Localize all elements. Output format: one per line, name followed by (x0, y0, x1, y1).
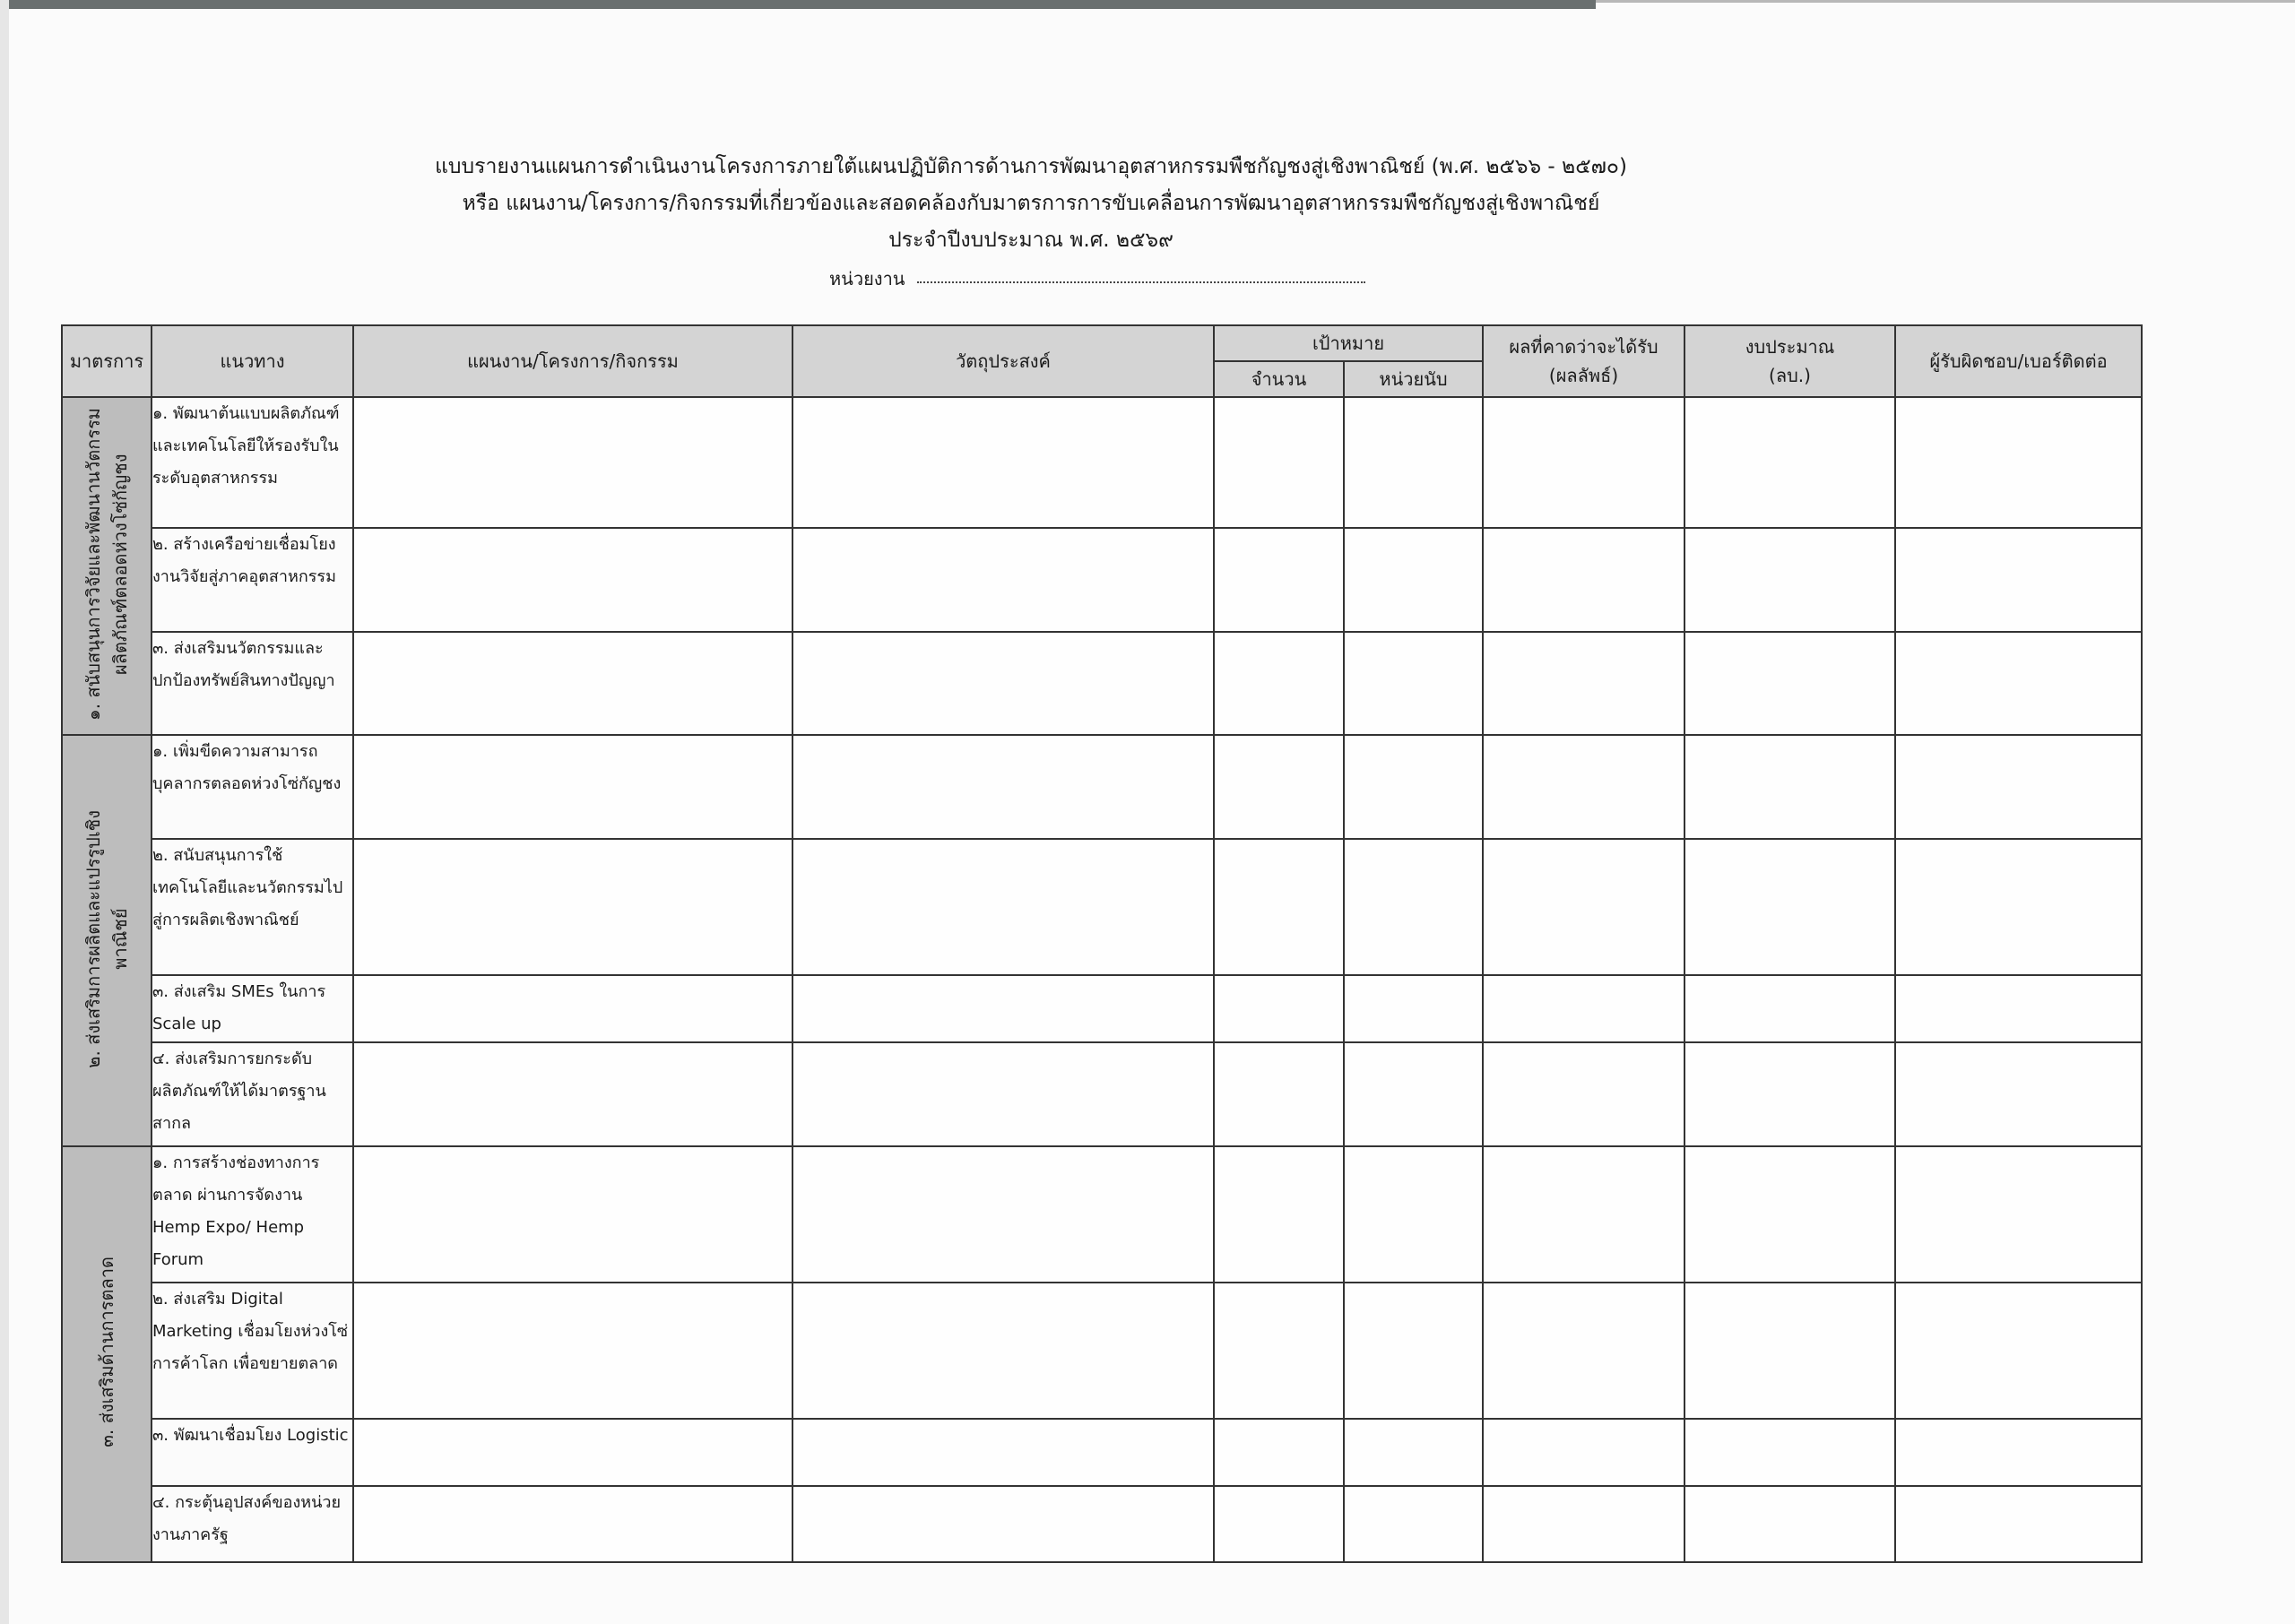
unit-label: หน่วยงาน (829, 268, 905, 289)
responsible-cell[interactable] (1895, 1042, 2142, 1146)
plan-cell[interactable] (353, 839, 792, 975)
objective-cell[interactable] (792, 1486, 1214, 1562)
scan-edge-top (0, 0, 1596, 9)
target-amount-cell[interactable] (1214, 1486, 1344, 1562)
target-amount-cell[interactable] (1214, 397, 1344, 528)
plan-cell[interactable] (353, 975, 792, 1042)
budget-cell[interactable] (1684, 1042, 1895, 1146)
responsible-cell[interactable] (1895, 839, 2142, 975)
measure-3-label: ๓. ส่งเสริมด้านการตลาด (96, 1257, 117, 1448)
guideline-2-2: ๒. สนับสนุนการใช้เทคโนโลยีและนวัตกรรมไปสู่การผลิตเชิงพาณิชย์ (152, 839, 353, 975)
target-unit-cell[interactable] (1344, 1419, 1483, 1486)
target-unit-cell[interactable] (1344, 632, 1483, 736)
budget-cell[interactable] (1684, 1486, 1895, 1562)
outcome-cell[interactable] (1483, 397, 1684, 528)
objective-cell[interactable] (792, 1283, 1214, 1419)
header-responsible: ผู้รับผิดชอบ/เบอร์ติดต่อ (1895, 325, 2142, 397)
objective-cell[interactable] (792, 528, 1214, 632)
objective-cell[interactable] (792, 1146, 1214, 1283)
target-amount-cell[interactable] (1214, 1283, 1344, 1419)
guideline-2-4: ๔. ส่งเสริมการยกระดับผลิตภัณฑ์ให้ได้มาตรฐานสากล (152, 1042, 353, 1146)
guideline-2-1: ๑. เพิ่มขีดความสามารถบุคลากรตลอดห่วงโซ่กัญชง (152, 735, 353, 839)
outcome-cell[interactable] (1483, 632, 1684, 736)
objective-cell[interactable] (792, 839, 1214, 975)
guideline-1-1: ๑. พัฒนาต้นแบบผลิตภัณฑ์และเทคโนโลยีให้รองรับในระดับอุตสาหกรรม (152, 397, 353, 528)
header-budget: งบประมาณ (ลบ.) (1684, 325, 1895, 397)
unit-line (829, 264, 1365, 293)
target-unit-cell[interactable] (1344, 839, 1483, 975)
title-line-2: หรือ แผนงาน/โครงการ/กิจกรรมที่เกี่ยวข้องและสอดคล้องกับมาตรการการขับเคลื่อนการพัฒนาอุตสาหกรรมพืชกัญชงสู่เชิงพาณิชย์ (462, 192, 1600, 215)
header-outcome: ผลที่คาดว่าจะได้รับ (ผลลัพธ์) (1483, 325, 1684, 397)
responsible-cell[interactable] (1895, 397, 2142, 528)
target-amount-cell[interactable] (1214, 735, 1344, 839)
objective-cell[interactable] (792, 735, 1214, 839)
target-amount-cell[interactable] (1214, 528, 1344, 632)
guideline-3-1: ๑. การสร้างช่องทางการตลาด ผ่านการจัดงาน Hemp Expo/ Hemp Forum (152, 1146, 353, 1283)
responsible-cell[interactable] (1895, 1419, 2142, 1486)
target-unit-cell[interactable] (1344, 1283, 1483, 1419)
plan-cell[interactable] (353, 1283, 792, 1419)
header-objective: วัตถุประสงค์ (792, 325, 1214, 397)
budget-cell[interactable] (1684, 1419, 1895, 1486)
plan-cell[interactable] (353, 1146, 792, 1283)
header-target-unit: หน่วยนับ (1344, 361, 1483, 397)
budget-cell[interactable] (1684, 397, 1895, 528)
budget-cell[interactable] (1684, 632, 1895, 736)
header-plan: แผนงาน/โครงการ/กิจกรรม (353, 325, 792, 397)
guideline-1-3: ๓. ส่งเสริมนวัตกรรมและปกป้องทรัพย์สินทางปัญญา (152, 632, 353, 736)
measure-2-label: ๒. ส่งเสริมการผลิตและแปรรูปเชิง พาณิชย์ (82, 809, 131, 1068)
outcome-cell[interactable] (1483, 1486, 1684, 1562)
plan-cell[interactable] (353, 1486, 792, 1562)
guideline-3-3: ๓. พัฒนาเชื่อมโยง Logistic (152, 1419, 353, 1486)
target-unit-cell[interactable] (1344, 528, 1483, 632)
target-amount-cell[interactable] (1214, 632, 1344, 736)
objective-cell[interactable] (792, 632, 1214, 736)
plan-cell[interactable] (353, 1042, 792, 1146)
target-amount-cell[interactable] (1214, 839, 1344, 975)
objective-cell[interactable] (792, 397, 1214, 528)
target-amount-cell[interactable] (1214, 1419, 1344, 1486)
title-line-1: แบบรายงานแผนการดำเนินงานโครงการภายใต้แผนปฏิบัติการด้านการพัฒนาอุตสาหกรรมพืชกัญชงสู่เชิงพาณิชย์ (พ.ศ. ๒๕๖๖ - ๒๕๗๐) (435, 155, 1627, 178)
plan-cell[interactable] (353, 528, 792, 632)
header-guideline: แนวทาง (152, 325, 353, 397)
plan-cell[interactable] (353, 397, 792, 528)
target-unit-cell[interactable] (1344, 1146, 1483, 1283)
target-unit-cell[interactable] (1344, 397, 1483, 528)
outcome-cell[interactable] (1483, 1042, 1684, 1146)
header-measure: มาตรการ (62, 325, 152, 397)
document-header (0, 149, 2062, 259)
responsible-cell[interactable] (1895, 975, 2142, 1042)
outcome-cell[interactable] (1483, 1283, 1684, 1419)
header-target: เป้าหมาย (1214, 325, 1483, 361)
guideline-1-2: ๒. สร้างเครือข่ายเชื่อมโยงงานวิจัยสู่ภาคอุตสาหกรรม (152, 528, 353, 632)
plan-cell[interactable] (353, 1419, 792, 1486)
budget-cell[interactable] (1684, 839, 1895, 975)
header-target-amount: จำนวน (1214, 361, 1344, 397)
budget-cell[interactable] (1684, 528, 1895, 632)
budget-cell[interactable] (1684, 735, 1895, 839)
target-unit-cell[interactable] (1344, 1486, 1483, 1562)
measure-2 (62, 735, 152, 1145)
responsible-cell[interactable] (1895, 632, 2142, 736)
unit-fill-line (917, 278, 1365, 283)
budget-cell[interactable] (1684, 975, 1895, 1042)
target-unit-cell[interactable] (1344, 1042, 1483, 1146)
measure-3 (62, 1146, 152, 1562)
guideline-2-3: ๓. ส่งเสริม SMEs ในการ Scale up (152, 975, 353, 1042)
outcome-cell[interactable] (1483, 1146, 1684, 1283)
target-amount-cell[interactable] (1214, 975, 1344, 1042)
plan-cell[interactable] (353, 735, 792, 839)
guideline-3-2: ๒. ส่งเสริม Digital Marketing เชื่อมโยงห่วงโซ่การค้าโลก เพื่อขยายตลาด (152, 1283, 353, 1419)
guideline-3-4: ๔. กระตุ้นอุปสงค์ของหน่วยงานภาครัฐ (152, 1486, 353, 1562)
target-unit-cell[interactable] (1344, 975, 1483, 1042)
outcome-cell[interactable] (1483, 1419, 1684, 1486)
title-line-3: ประจำปีงบประมาณ พ.ศ. ๒๕๖๙ (888, 229, 1173, 252)
outcome-cell[interactable] (1483, 975, 1684, 1042)
responsible-cell[interactable] (1895, 735, 2142, 839)
target-amount-cell[interactable] (1214, 1146, 1344, 1283)
outcome-cell[interactable] (1483, 839, 1684, 975)
responsible-cell[interactable] (1895, 1283, 2142, 1419)
responsible-cell[interactable] (1895, 1486, 2142, 1562)
measure-1 (62, 397, 152, 735)
outcome-cell[interactable] (1483, 528, 1684, 632)
outcome-cell[interactable] (1483, 735, 1684, 839)
budget-cell[interactable] (1684, 1146, 1895, 1283)
objective-cell[interactable] (792, 975, 1214, 1042)
measure-1-label: ๑. สนับสนุนการวิจัยและพัฒนานวัตกรรม ผลิตภัณฑ์ตลอดห่วงโซ่กัญชง (82, 408, 131, 721)
scan-edge-top-light (1596, 0, 2295, 3)
plan-cell[interactable] (353, 632, 792, 736)
objective-cell[interactable] (792, 1419, 1214, 1486)
target-amount-cell[interactable] (1214, 1042, 1344, 1146)
responsible-cell[interactable] (1895, 528, 2142, 632)
plan-table (61, 324, 2143, 1563)
budget-cell[interactable] (1684, 1283, 1895, 1419)
objective-cell[interactable] (792, 1042, 1214, 1146)
target-unit-cell[interactable] (1344, 735, 1483, 839)
responsible-cell[interactable] (1895, 1146, 2142, 1283)
